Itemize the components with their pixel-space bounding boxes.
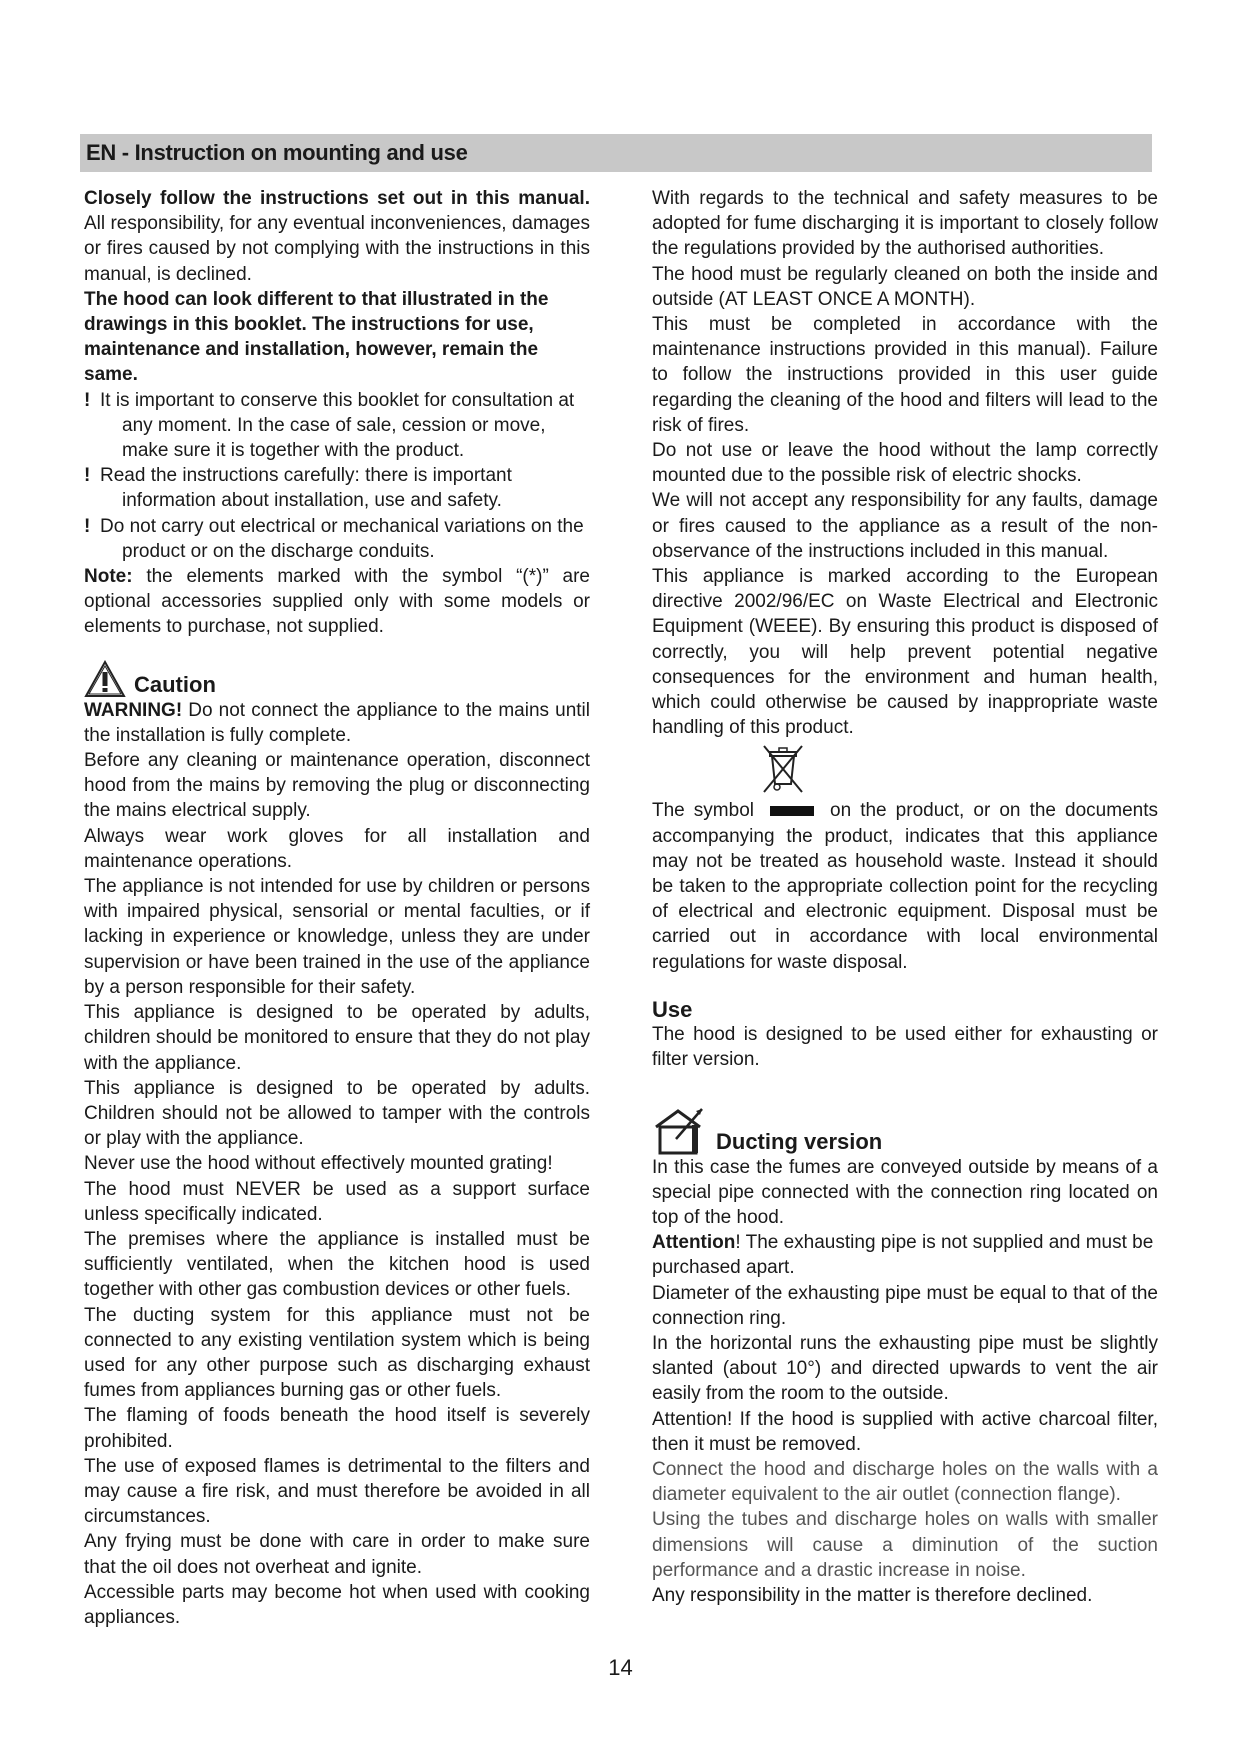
warning-triangle-icon <box>84 660 126 698</box>
warning-label: WARNING! <box>84 699 183 721</box>
safety-paragraph: Any frying must be done with care in order to make sure that the oil does not overheat and ignite. <box>84 1531 590 1578</box>
warning-paragraph <box>84 698 590 748</box>
exclamation-mark: ! <box>84 389 91 411</box>
symbol-text-before: The symbol <box>652 800 754 822</box>
ducting-paragraph: In the horizontal runs the exhausting pipe must be slightly slanted (about 10°) and directed upwards to vent the air easily from the room to the outside. <box>652 1332 1158 1405</box>
right-paragraph: Do not use or leave the hood without the lamp correctly mounted due to the possible risk of electric shocks. <box>652 440 1158 487</box>
safety-paragraph: The hood must NEVER be used as a support surface unless specifically indicated. <box>84 1178 590 1225</box>
warning-text: Do not connect the appliance to the mains until the installation is fully complete. <box>84 699 590 746</box>
caution-heading <box>84 660 590 698</box>
safety-paragraph: Accessible parts may become hot when used with cooking appliances. <box>84 1581 590 1628</box>
different-notice: The hood can look different to that illustrated in the drawings in this booklet. The instructions for use, maintenance and installation, however, remain the same. <box>84 288 549 386</box>
grey-paragraph: Connect the hood and discharge holes on the walls with a diameter equivalent to the air outlet (connection flange). <box>652 1458 1158 1506</box>
exclamation-mark: ! <box>84 515 91 537</box>
note-paragraph <box>84 564 590 640</box>
intro-bold-text: Closely follow the instructions set out in this manual. <box>84 188 590 209</box>
bullet-text: Read the instructions carefully: there is important information about installation, use and safety. <box>100 465 512 512</box>
bullet-item <box>84 463 590 513</box>
final-paragraph: Any responsibility in the matter is therefore declined. <box>652 1584 1093 1606</box>
weee-symbol-area <box>652 740 1158 798</box>
use-heading: Use <box>652 996 693 1022</box>
section-title: EN - Instruction on mounting and use <box>86 140 468 165</box>
left-column <box>84 186 590 1630</box>
use-paragraph: The hood is designed to be used either for exhausting or filter version. <box>652 1024 1158 1071</box>
safety-paragraph: The use of exposed flames is detrimental to the filters and may cause a fire risk, and must therefore be avoided in all circumstances. <box>84 1455 590 1528</box>
right-paragraph: The hood must be regularly cleaned on both the inside and outside (AT LEAST ONCE A MONTH). <box>652 263 1158 310</box>
attention-paragraph <box>652 1230 1158 1280</box>
safety-paragraph: The appliance is not intended for use by children or persons with impaired physical, sensorial or mental faculties, or if lacking in experience or knowledge, unless they are under supervision or have been trained in the use of the appliance by a person responsible for their safety. <box>84 876 590 998</box>
house-ducting-icon <box>652 1105 708 1155</box>
bullet-text: It is important to conserve this booklet for consultation at any moment. In the case of sale, cession or move, make sure it is together with the product. <box>100 389 575 462</box>
note-label: Note: <box>84 566 133 588</box>
ducting-paragraph: Attention! If the hood is supplied with active charcoal filter, then it must be removed. <box>652 1408 1158 1455</box>
intro-paragraph <box>84 186 590 287</box>
safety-paragraph: The ducting system for this appliance must not be connected to any existing ventilation system which is being used for any other purpose such as discharging exhaust fumes from appliances burning gas or other fuels. <box>84 1304 590 1402</box>
exclamation-mark: ! <box>84 465 91 487</box>
bullet-text: Do not carry out electrical or mechanical variations on the product or on the discharge conduits. <box>100 515 584 562</box>
attention-text: ! The exhausting pipe is not supplied and must be purchased apart. <box>652 1232 1154 1279</box>
right-paragraph: This must be completed in accordance with the maintenance instructions provided in this manual). Failure to follow the instructions provided in this user guide regarding the cleaning of the hood and filters will lead to the risk of fires. <box>652 314 1158 436</box>
right-paragraph: This appliance is marked according to the European directive 2002/96/EC on Waste Electrical and Electronic Equipment (WEEE). By ensuring this product is disposed of correctly, you will help prevent potential negative consequences for the environment and human health, which could otherwise be caused by inappropriate waste handling of this product. <box>652 566 1158 739</box>
right-paragraph: With regards to the technical and safety measures to be adopted for fume discharging it is important to closely follow the regulations provided by the authorised authorities. <box>652 188 1158 260</box>
safety-paragraph: Never use the hood without effectively mounted grating! <box>84 1153 553 1175</box>
safety-paragraph: Always wear work gloves for all installation and maintenance operations. <box>84 825 590 872</box>
section-header-bar <box>80 134 1152 172</box>
safety-paragraph: The flaming of foods beneath the hood itself is severely prohibited. <box>84 1405 590 1452</box>
attention-label: Attention <box>652 1232 736 1254</box>
safety-paragraph: This appliance is designed to be operated by adults, children should be monitored to ensure that they do not play with the appliance. <box>84 1002 590 1074</box>
caution-heading-text: Caution <box>134 672 216 698</box>
crossed-bin-icon <box>760 742 806 794</box>
bullet-item <box>84 514 590 564</box>
grey-paragraph: Using the tubes and discharge holes on walls with smaller dimensions will cause a diminution of the suction performance and a drastic increase in noise. <box>652 1509 1158 1581</box>
ducting-heading-text: Ducting version <box>716 1129 883 1155</box>
intro-text: All responsibility, for any eventual inconveniences, damages or fires caused by not complying with the instructions in this manual, is declined. <box>84 213 590 285</box>
note-text: the elements marked with the symbol “(*)” are optional accessories supplied only with some models or elements to purchase, not supplied. <box>84 566 590 638</box>
safety-paragraph: Before any cleaning or maintenance operation, disconnect hood from the mains by removing the plug or disconnecting the mains electrical supply. <box>84 750 590 822</box>
safety-paragraph: The premises where the appliance is installed must be sufficiently ventilated, when the kitchen hood is used together with other gas combustion devices or other fuels. <box>84 1228 590 1301</box>
weee-paragraph <box>652 798 1158 974</box>
page-number: 14 <box>608 1655 633 1680</box>
ducting-paragraph: In this case the fumes are conveyed outside by means of a special pipe connected with the connection ring located on top of the hood. <box>652 1156 1158 1228</box>
ducting-heading <box>652 1105 1158 1155</box>
bullet-item <box>84 388 590 464</box>
right-column <box>652 186 1158 1608</box>
safety-paragraph: This appliance is designed to be operated by adults. Children should not be allowed to tamper with the controls or play with the appliance. <box>84 1077 590 1150</box>
weee-bar-icon <box>770 806 814 816</box>
symbol-text-after: on the product, or on the documents accompanying the product, indicates that this appliance may not be treated as household waste. Instead it should be taken to the appropriate collection point for the recycling of electrical and electronic equipment. Disposal must be carried out in accordance with local environmental regulations for waste disposal. <box>652 800 1158 973</box>
ducting-paragraph: Diameter of the exhausting pipe must be equal to that of the connection ring. <box>652 1282 1158 1329</box>
right-paragraph: We will not accept any responsibility for any faults, damage or fires caused to the appliance as a result of the non-observance of the instructions included in this manual. <box>652 490 1158 562</box>
